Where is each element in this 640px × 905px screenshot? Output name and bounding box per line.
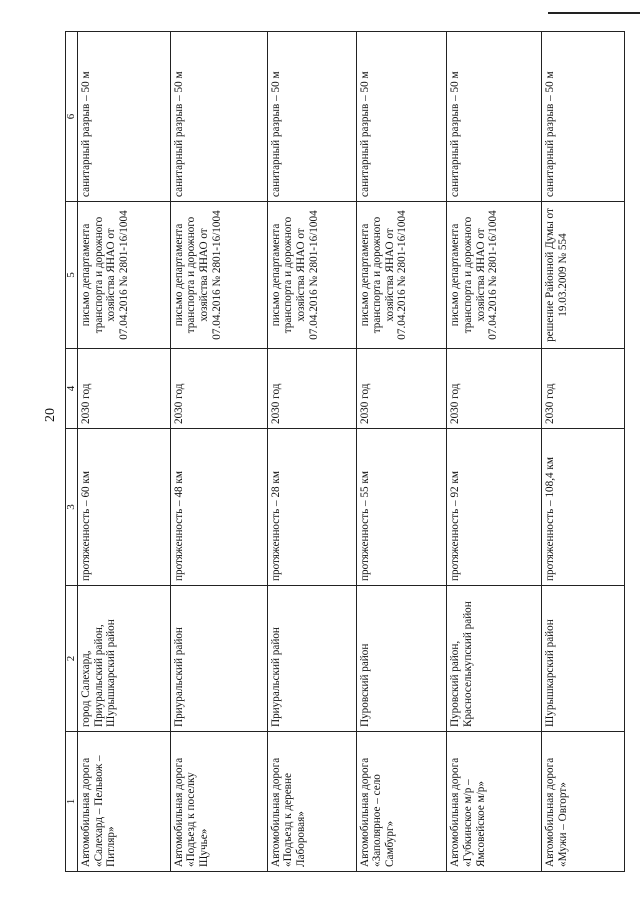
road-length: протяженность – 28 км [267,429,356,586]
road-district: Приуральский район [267,586,356,732]
road-district: Пуровский район [356,586,447,732]
road-year: 2030 год [170,349,267,429]
road-year: 2030 год [267,349,356,429]
table-row [267,32,356,872]
road-year: 2030 год [542,349,625,429]
road-year: 2030 год [78,349,171,429]
road-zone: санитарный разрыв – 50 м [78,32,171,202]
column-header: 6 [66,32,78,202]
road-length: протяженность – 60 км [78,429,171,586]
road-length: протяженность – 48 км [170,429,267,586]
table-row [78,32,171,872]
road-basis: письмо департамента транспорта и дорожного хозяйства ЯНАО от 07.04.2016 № 2801-16/1004 [447,202,542,349]
road-district: Шурышкарский район [542,586,625,732]
road-year: 2030 год [447,349,542,429]
road-district: Приуральский район [170,586,267,732]
road-year: 2030 год [356,349,447,429]
road-name: Автомобильная дорога «Салехард – Пельвож – Питляр» [78,732,171,872]
road-name: Автомобильная дорога «Мужи – Овгорт» [542,732,625,872]
column-number-row [66,32,78,872]
road-name: Автомобильная дорога «Подъезд к деревне Лаборовая» [267,732,356,872]
road-basis: письмо департамента транспорта и дорожного хозяйства ЯНАО от 07.04.2016 № 2801-16/1004 [170,202,267,349]
road-zone: санитарный разрыв – 50 м [267,32,356,202]
road-district: город Салехард, Приуральский район, Шурышкарский район [78,586,171,732]
table-row [170,32,267,872]
table-row [356,32,447,872]
road-length: протяженность – 55 км [356,429,447,586]
road-basis: письмо департамента транспорта и дорожного хозяйства ЯНАО от 07.04.2016 № 2801-16/1004 [267,202,356,349]
corner-mark [548,12,640,14]
road-length: протяженность – 108,4 км [542,429,625,586]
road-basis: письмо департамента транспорта и дорожного хозяйства ЯНАО от 07.04.2016 № 2801-16/1004 [356,202,447,349]
column-header: 1 [66,732,78,872]
table-row [447,32,542,872]
column-header: 4 [66,349,78,429]
column-header: 3 [66,429,78,586]
road-zone: санитарный разрыв – 50 м [447,32,542,202]
page-number: 20 [43,408,58,422]
roads-table-container [65,32,625,872]
roads-table [65,31,625,872]
road-zone: санитарный разрыв – 50 м [170,32,267,202]
column-header: 2 [66,586,78,732]
column-header: 5 [66,202,78,349]
road-zone: санитарный разрыв – 50 м [356,32,447,202]
road-name: Автомобильная дорога «Заполярное – село Самбург» [356,732,447,872]
road-zone: санитарный разрыв – 50 м [542,32,625,202]
road-name: Автомобильная дорога «Губкинское м/р – Ямсовейское м/р» [447,732,542,872]
road-district: Пуровский район, Красноселькупский район [447,586,542,732]
table-row [542,32,625,872]
road-length: протяженность – 92 км [447,429,542,586]
road-basis: решение Районной Думы от 19.03.2009 № 554 [542,202,625,349]
road-name: Автомобильная дорога «Подъезд к поселку Щучье» [170,732,267,872]
road-basis: письмо департамента транспорта и дорожного хозяйства ЯНАО от 07.04.2016 № 2801-16/1004 [78,202,171,349]
